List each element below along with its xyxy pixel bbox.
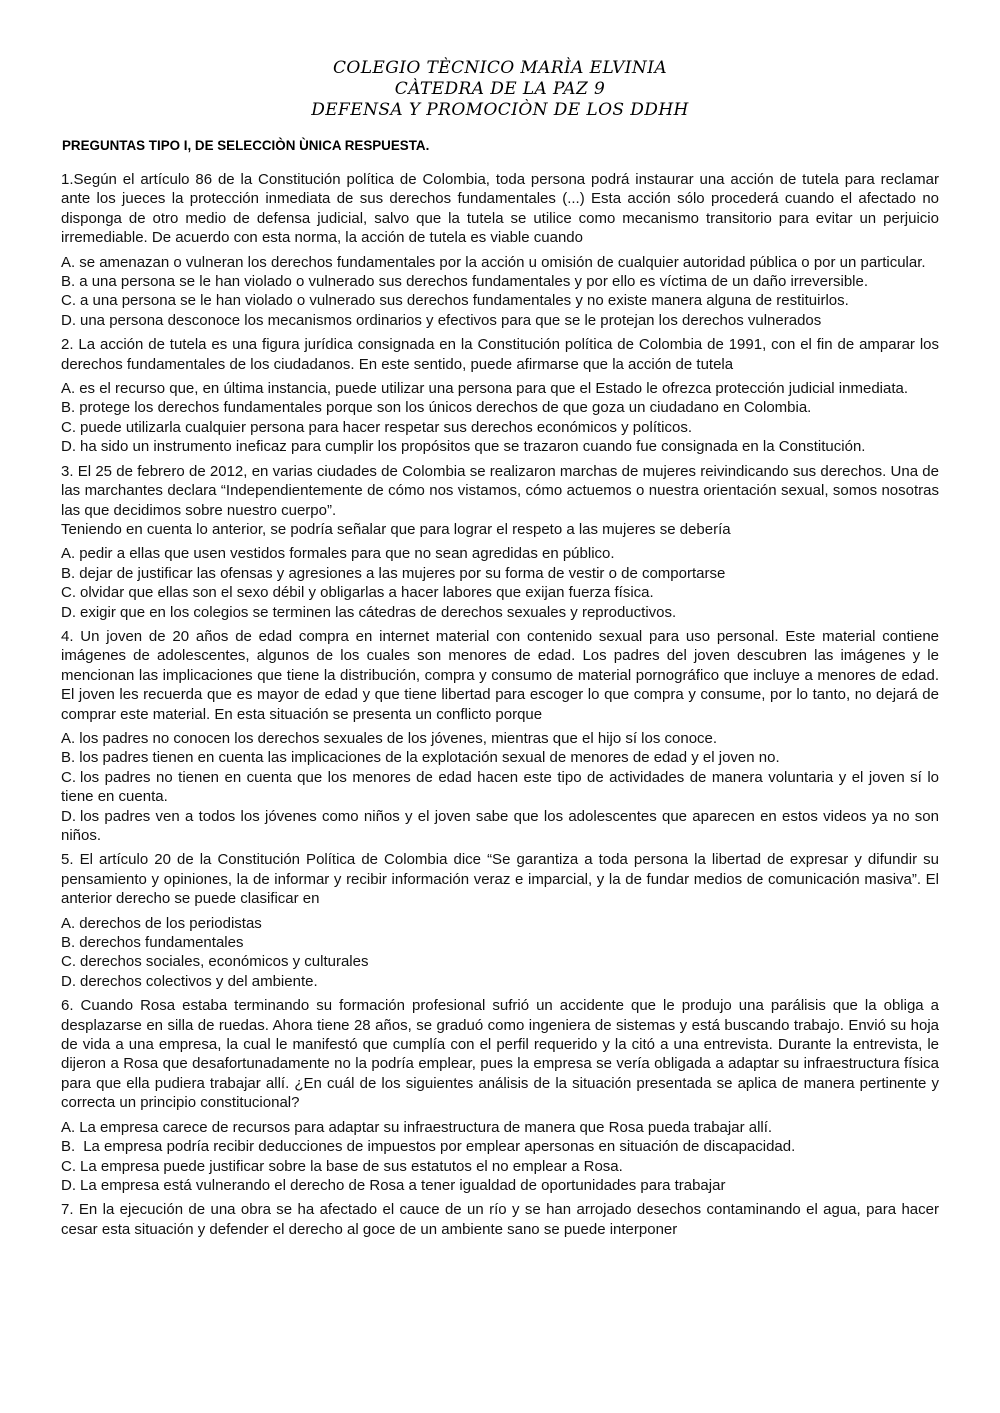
question-4 — [61, 627, 939, 845]
option-label: D. — [61, 603, 76, 621]
option-c[interactable] — [61, 418, 939, 437]
option-text: los padres tienen en cuenta las implicaciones de la explotación sexual de menores de edad y el joven no. — [79, 749, 780, 767]
topic-title: DEFENSA Y PROMOCIÒN DE LOS DDHH — [311, 100, 689, 120]
option-text: los padres ven a todos los jóvenes como niños y el joven sabe que los adolescentes que aparecen en estos videos ya no son niños. — [61, 807, 939, 844]
option-c[interactable] — [61, 952, 939, 971]
option-label: C. — [61, 292, 76, 310]
options-list — [61, 1118, 939, 1196]
option-label: B. — [61, 749, 76, 767]
option-text: olvidar que ellas son el sexo débil y obligarlas a hacer labores que exijan fuerza física. — [80, 584, 654, 602]
option-text: es el recurso que, en última instancia, puede utilizar una persona para que el Estado le ofrezca protección judicial inmediata. — [79, 380, 909, 398]
option-d[interactable] — [61, 807, 939, 846]
option-b[interactable] — [61, 398, 939, 417]
option-label: A. — [61, 729, 76, 747]
question-stem: 2. La acción de tutela es una figura jurídica consignada en la Constitución política de Colombia de 1991, con el fin de amparar los derechos fundamentales de los ciudadanos. En este sentido, puede afirmarse que la acción de tutela — [61, 336, 939, 373]
option-label: A. — [61, 1118, 76, 1136]
question-1 — [61, 170, 939, 330]
option-text: derechos sociales, económicos y culturales — [80, 953, 369, 971]
option-label: C. — [61, 768, 76, 786]
option-a[interactable] — [61, 1118, 939, 1137]
question-6 — [61, 996, 939, 1195]
option-a[interactable] — [61, 253, 939, 272]
option-label: A. — [61, 914, 76, 932]
option-d[interactable] — [61, 311, 939, 330]
option-b[interactable] — [61, 564, 939, 583]
question-stem: 7. En la ejecución de una obra se ha afectado el cauce de un río y se han arrojado desechos contaminando el agua, para hacer cesar esta situación y defender el derecho al goce de un ambiente sano se puede interponer — [61, 1201, 939, 1238]
document-header — [0, 58, 1000, 121]
options-list — [61, 914, 939, 992]
option-label: B. — [61, 934, 76, 952]
options-list — [61, 544, 939, 622]
question-stem: 5. El artículo 20 de la Constitución Política de Colombia dice “Se garantiza a toda persona la libertad de expresar y difundir su pensamiento y opiniones, la de informar y recibir información veraz e imparcial, y la de fundar medios de comunicación masiva”. El anterior derecho se puede clasificar en — [61, 851, 939, 908]
question-3 — [61, 462, 939, 622]
option-label: D. — [61, 972, 76, 990]
option-b[interactable] — [61, 1137, 939, 1156]
option-label: D. — [61, 438, 76, 456]
option-b[interactable] — [61, 933, 939, 952]
option-text: derechos colectivos y del ambiente. — [80, 972, 318, 990]
option-text: derechos de los periodistas — [79, 914, 262, 932]
school-name: COLEGIO TÈCNICO MARÌA ELVINIA — [333, 58, 667, 78]
option-d[interactable] — [61, 603, 939, 622]
option-label: D. — [61, 311, 76, 329]
option-label: B. — [61, 1138, 76, 1156]
option-d[interactable] — [61, 437, 939, 456]
option-c[interactable] — [61, 1157, 939, 1176]
option-a[interactable] — [61, 729, 939, 748]
option-d[interactable] — [61, 972, 939, 991]
option-text: La empresa está vulnerando el derecho de Rosa a tener igualdad de oportunidades para trabajar — [80, 1176, 726, 1194]
option-b[interactable] — [61, 748, 939, 767]
options-list — [61, 729, 939, 845]
option-label: B. — [61, 564, 76, 582]
option-label: C. — [61, 1157, 76, 1175]
option-c[interactable] — [61, 768, 939, 807]
section-heading: PREGUNTAS TIPO I, DE SELECCIÒN ÙNICA RESPUESTA. — [62, 138, 430, 153]
option-text: derechos fundamentales — [79, 934, 244, 952]
question-5 — [61, 850, 939, 991]
option-d[interactable] — [61, 1176, 939, 1195]
question-stem: 3. El 25 de febrero de 2012, en varias ciudades de Colombia se realizaron marchas de mujeres reivindicando sus derechos. Una de las marchantes declara “Independientemente de cómo nos vistamos, cómo actuemos o nuestra orientación sexual, somos nosotras las que decidimos sobre nuestro cuerpo”. — [61, 462, 939, 519]
question-2 — [61, 335, 939, 456]
options-list — [61, 379, 939, 457]
option-text: a una persona se le han violado o vulnerado sus derechos fundamentales y por ello es víctima de un daño irreversible. — [79, 273, 868, 291]
option-text: una persona desconoce los mecanismos ordinarios y efectivos para que se le protejan los derechos vulnerados — [80, 311, 822, 329]
option-text: La empresa carece de recursos para adaptar su infraestructura de manera que Rosa pueda trabajar allí. — [79, 1118, 773, 1136]
course-name: CÀTEDRA DE LA PAZ 9 — [394, 79, 606, 99]
option-text: La empresa podría recibir deducciones de impuestos por emplear apersonas en situación de discapacidad. — [83, 1138, 796, 1156]
option-text: exigir que en los colegios se terminen las cátedras de derechos sexuales y reproductivos. — [80, 603, 677, 621]
option-text: La empresa puede justificar sobre la base de sus estatutos el no emplear a Rosa. — [80, 1157, 623, 1175]
option-a[interactable] — [61, 914, 939, 933]
option-label: D. — [61, 807, 76, 825]
option-label: C. — [61, 953, 76, 971]
option-text: dejar de justificar las ofensas y agresiones a las mujeres por su forma de vestir o de comportarse — [79, 564, 726, 582]
option-label: D. — [61, 1176, 76, 1194]
option-label: C. — [61, 584, 76, 602]
option-label: B. — [61, 399, 76, 417]
option-label: A. — [61, 380, 76, 398]
option-c[interactable] — [61, 583, 939, 602]
option-text: protege los derechos fundamentales porque son los únicos derechos de que goza un ciudadano en Colombia. — [79, 399, 812, 417]
question-stem: 6. Cuando Rosa estaba terminando su formación profesional sufrió un accidente que le produjo una parálisis que la obliga a desplazarse en silla de ruedas. Ahora tiene 28 años, se graduó como ingeniera de sistemas y está buscando trabajo. Envió su hoja de vida a una empresa, la cual le manifestó que cumplía con el perfil requerido y la citó a una entrevista. Durante la entrevista, le dijeron a Rosa que desafortunadamente no la podría emplear, pues la empresa se vería obligada a adaptar su infraestructura física para que ella pudiera trabajar allí. ¿En cuál de los siguientes análisis de la situación presentada se aplica de manera pertinente y correcta un principio constitucional? — [61, 997, 939, 1112]
option-b[interactable] — [61, 272, 939, 291]
option-a[interactable] — [61, 544, 939, 563]
option-label: B. — [61, 273, 76, 291]
question-7 — [61, 1200, 939, 1239]
option-text: a una persona se le han violado o vulnerado sus derechos fundamentales y no existe manera alguna de restituirlos. — [80, 292, 849, 310]
option-text: los padres no tienen en cuenta que los menores de edad hacen este tipo de actividades de manera voluntaria y el joven sí lo tiene en cuenta. — [61, 768, 939, 806]
question-stem-continuation: Teniendo en cuenta lo anterior, se podría señalar que para lograr el respeto a las mujeres se debería — [61, 520, 731, 538]
option-label: A. — [61, 253, 76, 271]
option-text: se amenazan o vulneran los derechos fundamentales por la acción u omisión de cualquier autoridad pública o por un particular. — [79, 253, 926, 271]
option-text: los padres no conocen los derechos sexuales de los jóvenes, mientras que el hijo sí los conoce. — [79, 729, 718, 747]
options-list — [61, 253, 939, 331]
option-text: pedir a ellas que usen vestidos formales para que no sean agredidas en público. — [79, 545, 615, 563]
option-a[interactable] — [61, 379, 939, 398]
option-label: C. — [61, 418, 76, 436]
question-stem: 4. Un joven de 20 años de edad compra en internet material con contenido sexual para uso personal. Este material contiene imágenes de adolescentes, algunos de los cuales son menores de edad. Los padres del joven descubren las imágenes y le mencionan las implicaciones que tiene la distribución, compra y consumo de material pornográfico que incluye a menores de edad. El joven les recuerda que es mayor de edad y que tiene libertad para escoger lo que compra y consume, por lo tanto, no dejará de comprar este material. En esta situación se presenta un conflicto porque — [61, 627, 939, 723]
option-text: puede utilizarla cualquier persona para hacer respetar sus derechos económicos y políticos. — [80, 418, 693, 436]
question-stem: 1.Según el artículo 86 de la Constitución política de Colombia, toda persona podrá instaurar una acción de tutela para reclamar ante los jueces la protección inmediata de sus derechos fundamentales (...) Esta acción sólo procederá cuando el afectado no disponga de otro medio de defensa judicial, salvo que la tutela se utilice como mecanismo transitorio para evitar un perjuicio irremediable. De acuerdo con esta norma, la acción de tutela es viable cuando — [61, 171, 939, 247]
option-c[interactable] — [61, 291, 939, 310]
option-text: ha sido un instrumento ineficaz para cumplir los propósitos que se trazaron cuando fue consignada en la Constitución. — [80, 438, 866, 456]
questions-list — [61, 170, 939, 1244]
option-label: A. — [61, 545, 76, 563]
